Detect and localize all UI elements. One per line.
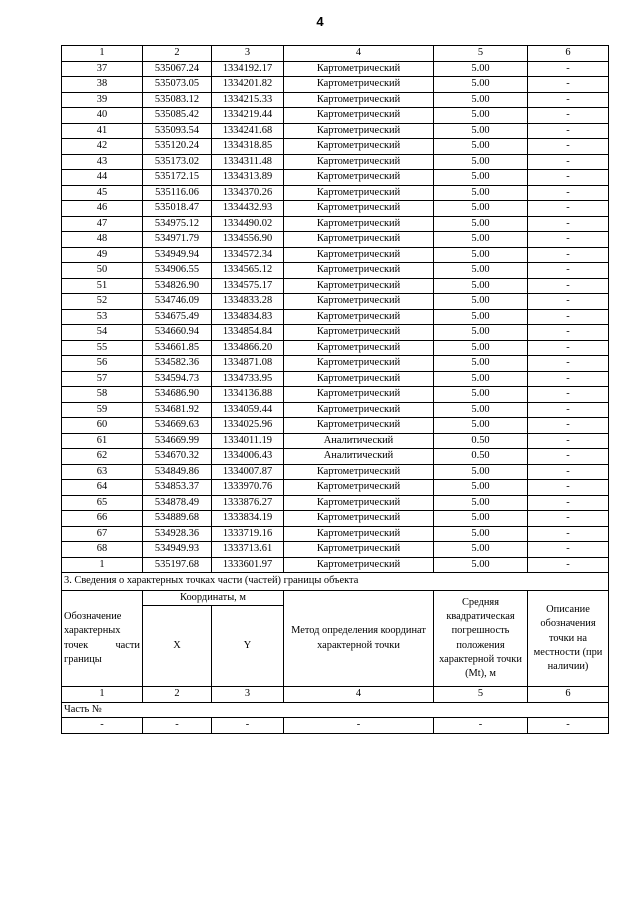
coord-y: 1334215.33 xyxy=(212,92,284,108)
coord-y: 1334011.19 xyxy=(212,433,284,449)
section3-column-number-row xyxy=(62,687,609,703)
header-point-designation: Обозначение характерных точек части границы xyxy=(62,591,143,687)
table-row xyxy=(62,201,609,217)
point-number: 37 xyxy=(62,61,143,77)
description: - xyxy=(528,123,609,139)
coord-x: 534669.63 xyxy=(143,418,212,434)
point-number: 63 xyxy=(62,464,143,480)
point-number: 61 xyxy=(62,433,143,449)
method: Картометрический xyxy=(284,170,434,186)
mean-error: 5.00 xyxy=(434,480,528,496)
method: Картометрический xyxy=(284,511,434,527)
column-number: 4 xyxy=(284,46,434,62)
coord-y: 1334871.08 xyxy=(212,356,284,372)
coord-x: 534949.93 xyxy=(143,542,212,558)
point-number: 64 xyxy=(62,480,143,496)
section3-title: 3. Сведения о характерных точках части (частей) границы объекта xyxy=(62,573,609,591)
table-row xyxy=(62,170,609,186)
description: - xyxy=(528,309,609,325)
table-row xyxy=(62,139,609,155)
method: Картометрический xyxy=(284,542,434,558)
description: - xyxy=(528,263,609,279)
point-number: 57 xyxy=(62,371,143,387)
table-row xyxy=(62,92,609,108)
point-number: 41 xyxy=(62,123,143,139)
mean-error: 5.00 xyxy=(434,340,528,356)
coord-x: 534826.90 xyxy=(143,278,212,294)
coord-y: 1334854.84 xyxy=(212,325,284,341)
header-method: Метод определения координат характерной точки xyxy=(284,591,434,687)
point-number: 67 xyxy=(62,526,143,542)
coord-y: 1334219.44 xyxy=(212,108,284,124)
method: Картометрический xyxy=(284,139,434,155)
table-row xyxy=(62,495,609,511)
coord-x: 535116.06 xyxy=(143,185,212,201)
empty-cell: - xyxy=(62,718,143,734)
coord-y: 1334007.87 xyxy=(212,464,284,480)
column-number: 2 xyxy=(143,46,212,62)
method: Картометрический xyxy=(284,185,434,201)
coord-x: 534853.37 xyxy=(143,480,212,496)
table-row xyxy=(62,216,609,232)
method: Аналитический xyxy=(284,449,434,465)
table-row xyxy=(62,278,609,294)
mean-error: 5.00 xyxy=(434,309,528,325)
method: Картометрический xyxy=(284,216,434,232)
method: Картометрический xyxy=(284,108,434,124)
section3-empty-row xyxy=(62,718,609,734)
description: - xyxy=(528,325,609,341)
mean-error: 5.00 xyxy=(434,263,528,279)
coord-x: 534686.90 xyxy=(143,387,212,403)
description: - xyxy=(528,139,609,155)
coord-x: 535120.24 xyxy=(143,139,212,155)
description: - xyxy=(528,185,609,201)
point-number: 68 xyxy=(62,542,143,558)
description: - xyxy=(528,294,609,310)
method: Картометрический xyxy=(284,356,434,372)
coord-y: 1334136.88 xyxy=(212,387,284,403)
point-number: 48 xyxy=(62,232,143,248)
coord-y: 1334370.26 xyxy=(212,185,284,201)
mean-error: 5.00 xyxy=(434,139,528,155)
header-y: Y xyxy=(212,606,284,687)
table-row xyxy=(62,418,609,434)
table-row xyxy=(62,340,609,356)
coord-x: 534675.49 xyxy=(143,309,212,325)
point-number: 42 xyxy=(62,139,143,155)
coord-y: 1334006.43 xyxy=(212,449,284,465)
method: Картометрический xyxy=(284,325,434,341)
description: - xyxy=(528,433,609,449)
point-number: 62 xyxy=(62,449,143,465)
coord-y: 1334313.89 xyxy=(212,170,284,186)
coord-y: 1334311.48 xyxy=(212,154,284,170)
table-row xyxy=(62,263,609,279)
coord-y: 1334733.95 xyxy=(212,371,284,387)
table-row xyxy=(62,449,609,465)
coord-y: 1334833.28 xyxy=(212,294,284,310)
mean-error: 5.00 xyxy=(434,464,528,480)
coord-x: 534878.49 xyxy=(143,495,212,511)
mean-error: 5.00 xyxy=(434,108,528,124)
header-coordinates: Координаты, м xyxy=(143,591,284,606)
description: - xyxy=(528,356,609,372)
mean-error: 5.00 xyxy=(434,247,528,263)
point-number: 55 xyxy=(62,340,143,356)
coord-y: 1334490.02 xyxy=(212,216,284,232)
coord-x: 534906.55 xyxy=(143,263,212,279)
method: Картометрический xyxy=(284,92,434,108)
coord-x: 534669.99 xyxy=(143,433,212,449)
description: - xyxy=(528,557,609,573)
method: Картометрический xyxy=(284,418,434,434)
page-number: 4 xyxy=(316,14,324,29)
table-row xyxy=(62,511,609,527)
header-mean-error: Средняя квадратическая погрешность положения характерной точки (Mt), м xyxy=(434,591,528,687)
mean-error: 5.00 xyxy=(434,232,528,248)
description: - xyxy=(528,511,609,527)
mean-error: 5.00 xyxy=(434,356,528,372)
method: Картометрический xyxy=(284,371,434,387)
mean-error: 5.00 xyxy=(434,201,528,217)
column-number: 6 xyxy=(528,687,609,703)
coord-x: 534681.92 xyxy=(143,402,212,418)
method: Картометрический xyxy=(284,495,434,511)
description: - xyxy=(528,418,609,434)
method: Картометрический xyxy=(284,123,434,139)
point-number: 1 xyxy=(62,557,143,573)
table-row xyxy=(62,480,609,496)
coord-x: 535173.02 xyxy=(143,154,212,170)
section3-title-row xyxy=(62,573,609,591)
mean-error: 5.00 xyxy=(434,387,528,403)
table-row xyxy=(62,247,609,263)
mean-error: 5.00 xyxy=(434,371,528,387)
description: - xyxy=(528,495,609,511)
table-row xyxy=(62,325,609,341)
method: Картометрический xyxy=(284,247,434,263)
coord-y: 1334025.96 xyxy=(212,418,284,434)
coord-x: 535073.05 xyxy=(143,77,212,93)
coord-y: 1334834.83 xyxy=(212,309,284,325)
coord-y: 1334059.44 xyxy=(212,402,284,418)
column-number: 2 xyxy=(143,687,212,703)
mean-error: 5.00 xyxy=(434,294,528,310)
coord-x: 535172.15 xyxy=(143,170,212,186)
coord-y: 1333970.76 xyxy=(212,480,284,496)
method: Картометрический xyxy=(284,61,434,77)
point-number: 40 xyxy=(62,108,143,124)
mean-error: 5.00 xyxy=(434,557,528,573)
point-number: 39 xyxy=(62,92,143,108)
coord-y: 1333713.61 xyxy=(212,542,284,558)
coord-y: 1334241.68 xyxy=(212,123,284,139)
table-row xyxy=(62,154,609,170)
point-number: 50 xyxy=(62,263,143,279)
coord-y: 1334192.17 xyxy=(212,61,284,77)
coord-y: 1334556.90 xyxy=(212,232,284,248)
table-row xyxy=(62,61,609,77)
mean-error: 5.00 xyxy=(434,325,528,341)
description: - xyxy=(528,480,609,496)
method: Аналитический xyxy=(284,433,434,449)
coord-x: 534849.86 xyxy=(143,464,212,480)
coord-x: 534594.73 xyxy=(143,371,212,387)
description: - xyxy=(528,526,609,542)
mean-error: 5.00 xyxy=(434,77,528,93)
column-number: 6 xyxy=(528,46,609,62)
description: - xyxy=(528,92,609,108)
description: - xyxy=(528,216,609,232)
characteristic-points-table xyxy=(61,45,609,734)
column-number-row xyxy=(62,46,609,62)
description: - xyxy=(528,247,609,263)
table-row xyxy=(62,232,609,248)
empty-cell: - xyxy=(212,718,284,734)
table-row xyxy=(62,309,609,325)
table-row xyxy=(62,77,609,93)
coord-x: 535197.68 xyxy=(143,557,212,573)
empty-cell: - xyxy=(284,718,434,734)
coord-y: 1334565.12 xyxy=(212,263,284,279)
point-number: 47 xyxy=(62,216,143,232)
table-row xyxy=(62,557,609,573)
table-row xyxy=(62,387,609,403)
table-row xyxy=(62,185,609,201)
point-number: 38 xyxy=(62,77,143,93)
mean-error: 5.00 xyxy=(434,402,528,418)
method: Картометрический xyxy=(284,526,434,542)
coord-y: 1334575.17 xyxy=(212,278,284,294)
description: - xyxy=(528,232,609,248)
method: Картометрический xyxy=(284,294,434,310)
point-number: 56 xyxy=(62,356,143,372)
column-number: 5 xyxy=(434,46,528,62)
description: - xyxy=(528,387,609,403)
mean-error: 5.00 xyxy=(434,216,528,232)
table-row xyxy=(62,542,609,558)
table-row xyxy=(62,433,609,449)
description: - xyxy=(528,371,609,387)
description: - xyxy=(528,170,609,186)
table-row xyxy=(62,464,609,480)
column-number: 3 xyxy=(212,687,284,703)
table-row xyxy=(62,402,609,418)
coord-x: 535085.42 xyxy=(143,108,212,124)
column-number: 3 xyxy=(212,46,284,62)
method: Картометрический xyxy=(284,387,434,403)
header-x: X xyxy=(143,606,212,687)
description: - xyxy=(528,449,609,465)
method: Картометрический xyxy=(284,402,434,418)
point-number: 65 xyxy=(62,495,143,511)
coord-y: 1333719.16 xyxy=(212,526,284,542)
coord-x: 534746.09 xyxy=(143,294,212,310)
mean-error: 5.00 xyxy=(434,185,528,201)
mean-error: 5.00 xyxy=(434,511,528,527)
mean-error: 0.50 xyxy=(434,449,528,465)
coord-y: 1333876.27 xyxy=(212,495,284,511)
description: - xyxy=(528,61,609,77)
coord-x: 535093.54 xyxy=(143,123,212,139)
empty-cell: - xyxy=(143,718,212,734)
mean-error: 5.00 xyxy=(434,61,528,77)
method: Картометрический xyxy=(284,480,434,496)
point-number: 54 xyxy=(62,325,143,341)
column-number: 4 xyxy=(284,687,434,703)
empty-cell: - xyxy=(434,718,528,734)
mean-error: 5.00 xyxy=(434,154,528,170)
method: Картометрический xyxy=(284,340,434,356)
coord-y: 1333834.19 xyxy=(212,511,284,527)
point-number: 49 xyxy=(62,247,143,263)
method: Картометрический xyxy=(284,263,434,279)
section3-body xyxy=(62,573,609,734)
point-number: 43 xyxy=(62,154,143,170)
point-number: 46 xyxy=(62,201,143,217)
description: - xyxy=(528,402,609,418)
table-row xyxy=(62,108,609,124)
mean-error: 5.00 xyxy=(434,526,528,542)
coord-y: 1334201.82 xyxy=(212,77,284,93)
column-number: 1 xyxy=(62,687,143,703)
method: Картометрический xyxy=(284,278,434,294)
description: - xyxy=(528,154,609,170)
description: - xyxy=(528,278,609,294)
section3-header-row xyxy=(62,591,609,606)
coord-x: 535083.12 xyxy=(143,92,212,108)
points-table-body xyxy=(62,46,609,573)
table-row xyxy=(62,294,609,310)
method: Картометрический xyxy=(284,201,434,217)
mean-error: 5.00 xyxy=(434,278,528,294)
coord-x: 534975.12 xyxy=(143,216,212,232)
coord-x: 534582.36 xyxy=(143,356,212,372)
part-label: Часть № xyxy=(62,702,609,718)
coord-x: 534928.36 xyxy=(143,526,212,542)
table-row xyxy=(62,356,609,372)
mean-error: 0.50 xyxy=(434,433,528,449)
coord-y: 1334866.20 xyxy=(212,340,284,356)
column-number: 1 xyxy=(62,46,143,62)
empty-cell: - xyxy=(528,718,609,734)
coord-x: 534670.32 xyxy=(143,449,212,465)
point-number: 51 xyxy=(62,278,143,294)
point-number: 58 xyxy=(62,387,143,403)
point-number: 59 xyxy=(62,402,143,418)
coord-y: 1334432.93 xyxy=(212,201,284,217)
method: Картометрический xyxy=(284,557,434,573)
coord-y: 1333601.97 xyxy=(212,557,284,573)
part-label-row xyxy=(62,702,609,718)
method: Картометрический xyxy=(284,232,434,248)
mean-error: 5.00 xyxy=(434,542,528,558)
description: - xyxy=(528,77,609,93)
mean-error: 5.00 xyxy=(434,123,528,139)
description: - xyxy=(528,542,609,558)
description: - xyxy=(528,340,609,356)
column-number: 5 xyxy=(434,687,528,703)
description: - xyxy=(528,464,609,480)
point-number: 53 xyxy=(62,309,143,325)
point-number: 60 xyxy=(62,418,143,434)
method: Картометрический xyxy=(284,77,434,93)
method: Картометрический xyxy=(284,464,434,480)
mean-error: 5.00 xyxy=(434,495,528,511)
coord-x: 535067.24 xyxy=(143,61,212,77)
mean-error: 5.00 xyxy=(434,418,528,434)
point-number: 45 xyxy=(62,185,143,201)
point-number: 44 xyxy=(62,170,143,186)
point-number: 66 xyxy=(62,511,143,527)
coord-x: 534971.79 xyxy=(143,232,212,248)
table-row xyxy=(62,123,609,139)
table-row xyxy=(62,371,609,387)
coord-x: 534660.94 xyxy=(143,325,212,341)
coord-y: 1334318.85 xyxy=(212,139,284,155)
coord-x: 535018.47 xyxy=(143,201,212,217)
description: - xyxy=(528,108,609,124)
header-description: Описание обозначения точки на местности (при наличии) xyxy=(528,591,609,687)
point-number: 52 xyxy=(62,294,143,310)
method: Картометрический xyxy=(284,154,434,170)
mean-error: 5.00 xyxy=(434,170,528,186)
coord-x: 534661.85 xyxy=(143,340,212,356)
description: - xyxy=(528,201,609,217)
coord-x: 534889.68 xyxy=(143,511,212,527)
coord-x: 534949.94 xyxy=(143,247,212,263)
method: Картометрический xyxy=(284,309,434,325)
mean-error: 5.00 xyxy=(434,92,528,108)
table-row xyxy=(62,526,609,542)
coord-y: 1334572.34 xyxy=(212,247,284,263)
